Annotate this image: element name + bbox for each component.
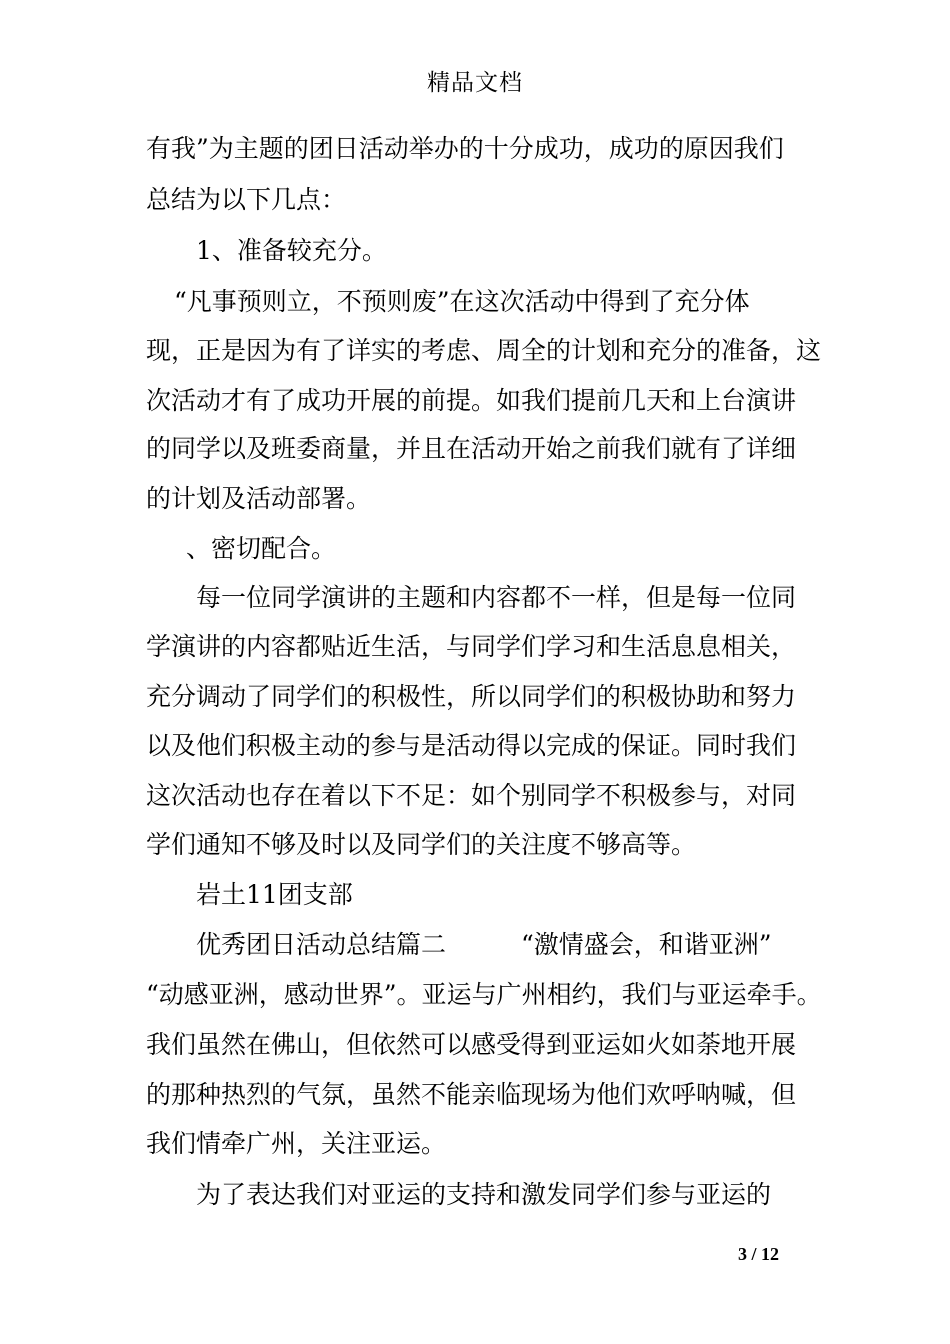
body-line: 、密切配合。 (186, 534, 337, 563)
page-number: 3 / 12 (738, 1244, 780, 1264)
body-line: 我们情牵广州，关注亚运。 (146, 1129, 447, 1158)
body-line: 我们虽然在佛山，但依然可以感受得到亚运如火如荼地开展 (146, 1030, 797, 1059)
body-line: 为了表达我们对亚运的支持和激发同学们参与亚运的 (196, 1180, 772, 1209)
body-line: 总结为以下几点： (146, 185, 347, 214)
body-line: 现，正是因为有了详实的考虑、周全的计划和充分的准备，这 (146, 336, 822, 365)
body-line: 1、准备较充分。 (196, 236, 387, 265)
body-line: 这次活动也存在着以下不足：如个别同学不积极参与，对同 (146, 781, 797, 810)
body-line: 的计划及活动部署。 (146, 484, 372, 513)
body-line: 的同学以及班委商量，并且在活动开始之前我们就有了详细 (146, 434, 797, 463)
body-line: “凡事预则立，不预则废”在这次活动中得到了充分体 (174, 287, 750, 316)
body-line: 学们通知不够及时以及同学们的关注度不够高等。 (146, 830, 697, 859)
body-line: 充分调动了同学们的积极性，所以同学们的积极协助和努力 (146, 682, 797, 711)
body-line: 岩土11团支部 (196, 880, 353, 909)
body-line: 有我”为主题的团日活动举办的十分成功，成功的原因我们 (146, 134, 784, 163)
body-line: 的那种热烈的气氛，虽然不能亲临现场为他们欢呼呐喊，但 (146, 1080, 797, 1109)
body-line: 以及他们积极主动的参与是活动得以完成的保证。同时我们 (146, 731, 797, 760)
body-line: 次活动才有了成功开展的前提。如我们提前几天和上台演讲 (146, 386, 797, 415)
page-header-title: 精品文档 (427, 70, 523, 96)
body-line: 优秀团日活动总结篇二 “激情盛会，和谐亚洲” (196, 930, 772, 959)
body-line: 学演讲的内容都贴近生活，与同学们学习和生活息息相关， (146, 632, 797, 661)
body-line: “动感亚洲，感动世界”。亚运与广州相约，我们与亚运牵手。 (146, 980, 822, 1009)
body-line: 每一位同学演讲的主题和内容都不一样，但是每一位同 (196, 583, 797, 612)
